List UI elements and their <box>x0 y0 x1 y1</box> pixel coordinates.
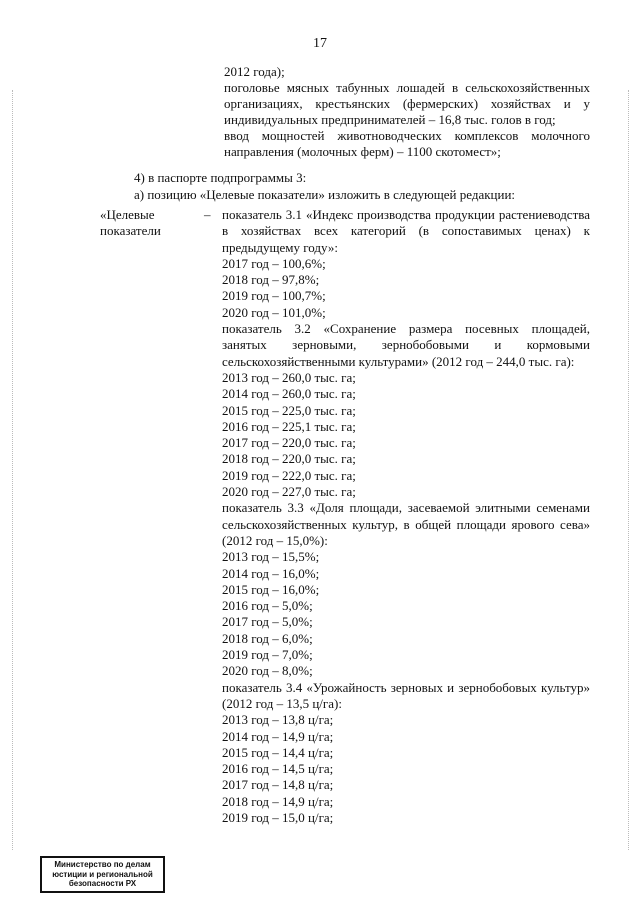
indicator-value: 2017 год – 5,0%; <box>222 614 313 630</box>
indicator-value: 2016 год – 5,0%; <box>222 598 313 614</box>
table-dash: – <box>204 207 211 222</box>
indicator-value: 2015 год – 14,4 ц/га; <box>222 744 334 760</box>
intro-line: а) позицию «Целевые показатели» изложить в следующей редакции: <box>134 186 516 202</box>
intro-line: 4) в паспорте подпрограммы 3: <box>134 170 307 185</box>
indicator-value: 2019 год – 15,0 ц/га; <box>222 809 334 825</box>
indicator-value: 2015 год – 225,0 тыс. га; <box>222 402 356 418</box>
continuation-line: 2012 года); <box>224 64 285 79</box>
amendment-intro <box>134 170 594 203</box>
indicator-value: 2014 год – 14,9 ц/га; <box>222 728 334 744</box>
page-number: 17 <box>313 36 327 51</box>
table-label: «Целевые показатели <box>100 207 161 238</box>
continuation-line: поголовье мясных табунных лошадей в сельскохозяйственных организациях, крестьянских (фермерских) хозяйствах и у индивидуальных предпринимателей – 16,8 тыс. голов в год; <box>224 80 590 127</box>
indicator-value: 2013 год – 13,8 ц/га; <box>222 712 334 728</box>
indicator-value: 2017 год – 220,0 тыс. га; <box>222 435 356 451</box>
indicator-value: 2013 год – 15,5%; <box>222 549 320 565</box>
scan-margin-left <box>12 90 14 850</box>
indicator-value: 2014 год – 260,0 тыс. га; <box>222 386 356 402</box>
indicator-value: 2019 год – 100,7%; <box>222 288 326 304</box>
continuation-line: ввод мощностей животноводческих комплексов молочного направления (молочных ферм) – 1100 скотомест»; <box>224 128 590 159</box>
indicator-value: 2020 год – 227,0 тыс. га; <box>222 484 356 500</box>
indicator-value: 2017 год – 14,8 ц/га; <box>222 777 334 793</box>
indicator-heading: показатель 3.4 «Урожайность зерновых и зернобобовых культур» (2012 год – 13,5 ц/га): <box>222 679 590 711</box>
indicators-column <box>222 207 590 826</box>
ministry-stamp: Министерство по делам юстиции и региональной безопасности РХ <box>40 856 165 893</box>
indicator-value: 2017 год – 100,6%; <box>222 255 326 271</box>
indicator-value: 2018 год – 220,0 тыс. га; <box>222 451 356 467</box>
indicator-value: 2016 год – 225,1 тыс. га; <box>222 418 356 434</box>
indicator-value: 2018 год – 97,8%; <box>222 272 320 288</box>
indicator-value: 2020 год – 8,0%; <box>222 663 313 679</box>
indicator-value: 2019 год – 7,0%; <box>222 647 313 663</box>
indicator-heading: показатель 3.1 «Индекс производства продукции растениеводства в хозяйствах всех категорий (в сопоставимых ценах) к предыдущему году»: <box>222 207 590 255</box>
indicator-heading: показатель 3.3 «Доля площади, засеваемой элитными семенами сельскохозяйственных культур, в общей площади ярового сева» (2012 год – 15,0%): <box>222 500 590 548</box>
indicator-value: 2013 год – 260,0 тыс. га; <box>222 369 356 385</box>
indicator-value: 2018 год – 14,9 ц/га; <box>222 793 334 809</box>
indicator-value: 2019 год – 222,0 тыс. га; <box>222 467 356 483</box>
indicator-value: 2016 год – 14,5 ц/га; <box>222 761 334 777</box>
indicator-heading: показатель 3.2 «Сохранение размера посевных площадей, занятых зерновыми, зернобобовыми и кормовыми сельскохозяйственными культурами» (2012 год – 244,0 тыс. га): <box>222 321 590 369</box>
indicator-value: 2014 год – 16,0%; <box>222 565 320 581</box>
indicator-value: 2015 год – 16,0%; <box>222 581 320 597</box>
indicator-value: 2020 год – 101,0%; <box>222 304 326 320</box>
scan-margin-right <box>628 90 630 850</box>
continuation-text <box>224 64 590 160</box>
indicator-value: 2018 год – 6,0%; <box>222 630 313 646</box>
